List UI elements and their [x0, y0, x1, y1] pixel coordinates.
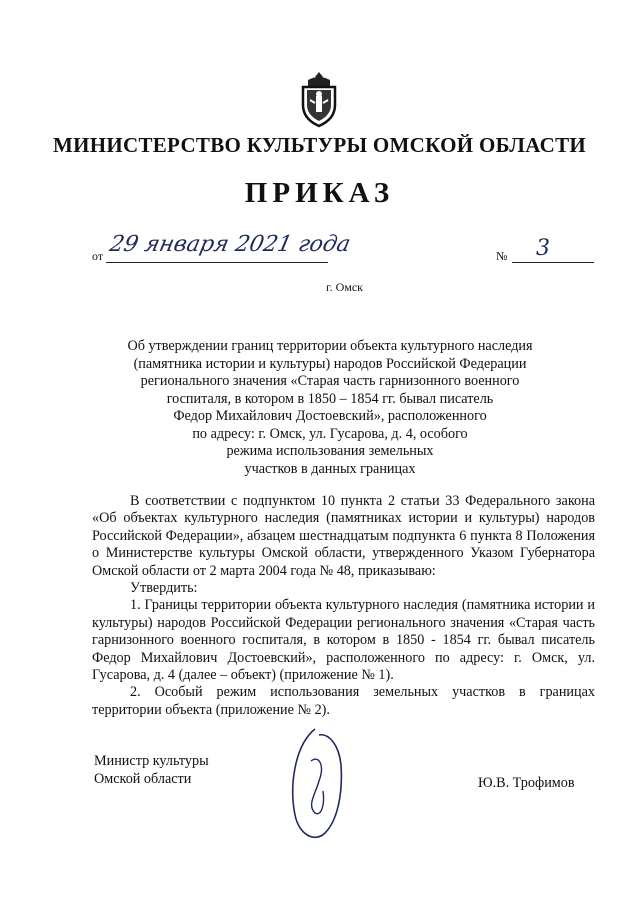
signer-position-line: Министр культуры — [94, 753, 209, 769]
item-1-paragraph: 1. Границы территории объекта культурного наследия (памятника истории и культуры) народов Российской Федерации регионального значения «Старая часть гарнизонного военного госпиталя, в котором в 1850 - 1854 гг. бывал писатель Федор Михайлович Достоевский», расположенного по адресу: г. Омск, ул. Гусарова, д. 4 (далее – объект) (приложение № 1). — [92, 597, 595, 684]
number-handwritten: 3 — [536, 236, 550, 261]
signer-position-line: Омской области — [94, 771, 192, 787]
number-underline — [512, 262, 594, 263]
subject-line: по адресу: г. Омск, ул. Гусарова, д. 4, особого — [192, 425, 468, 442]
coat-of-arms-icon — [298, 70, 340, 128]
subject-line: Федор Михайлович Достоевский», расположенного — [173, 408, 487, 424]
preamble-paragraph: В соответствии с подпунктом 10 пункта 2 статьи 33 Федерального закона «Об объектах культурного наследия (памятниках истории и культуры) народов Российской Федерации», абзацем шестнадцатым подпункта 6 пункта 8 Положения о Министерстве культуры Омской области, утвержденного Указом Губернатора Омской области от 2 марта 2004 года № 48, приказываю: — [92, 493, 595, 579]
subject-line: участков в данных границах — [244, 460, 416, 477]
signer-name: Ю.В. Трофимов — [478, 775, 575, 791]
order-body — [92, 493, 595, 719]
document-type-title: ПРИКАЗ — [244, 177, 395, 209]
subject-line: режима использования земельных — [226, 443, 434, 459]
subject-line: госпиталя, в котором в 1850 – 1854 гг. бывал писатель — [166, 390, 494, 407]
handwritten-signature — [285, 725, 355, 845]
subject-line: регионального значения «Старая часть гарнизонного военного — [140, 373, 520, 389]
subject-heading — [110, 338, 550, 478]
date-label: от — [92, 249, 104, 263]
city: г. Омск — [326, 280, 363, 294]
subject-line: (памятника истории и культуры) народов Российской Федерации — [133, 355, 527, 372]
date-handwritten: 29 января 2021 года — [107, 232, 353, 257]
date-underline — [106, 262, 328, 263]
signer-position — [94, 752, 209, 788]
item-2-paragraph: 2. Особый режим использования земельных участков в границах территории объекта (приложение № 2). — [92, 684, 595, 718]
number-label: № — [496, 249, 508, 263]
approve-line: Утвердить: — [130, 580, 198, 597]
ministry-name: МИНИСТЕРСТВО КУЛЬТУРЫ ОМСКОЙ ОБЛАСТИ — [52, 133, 587, 157]
subject-line: Об утверждении границ территории объекта культурного наследия — [127, 338, 533, 354]
